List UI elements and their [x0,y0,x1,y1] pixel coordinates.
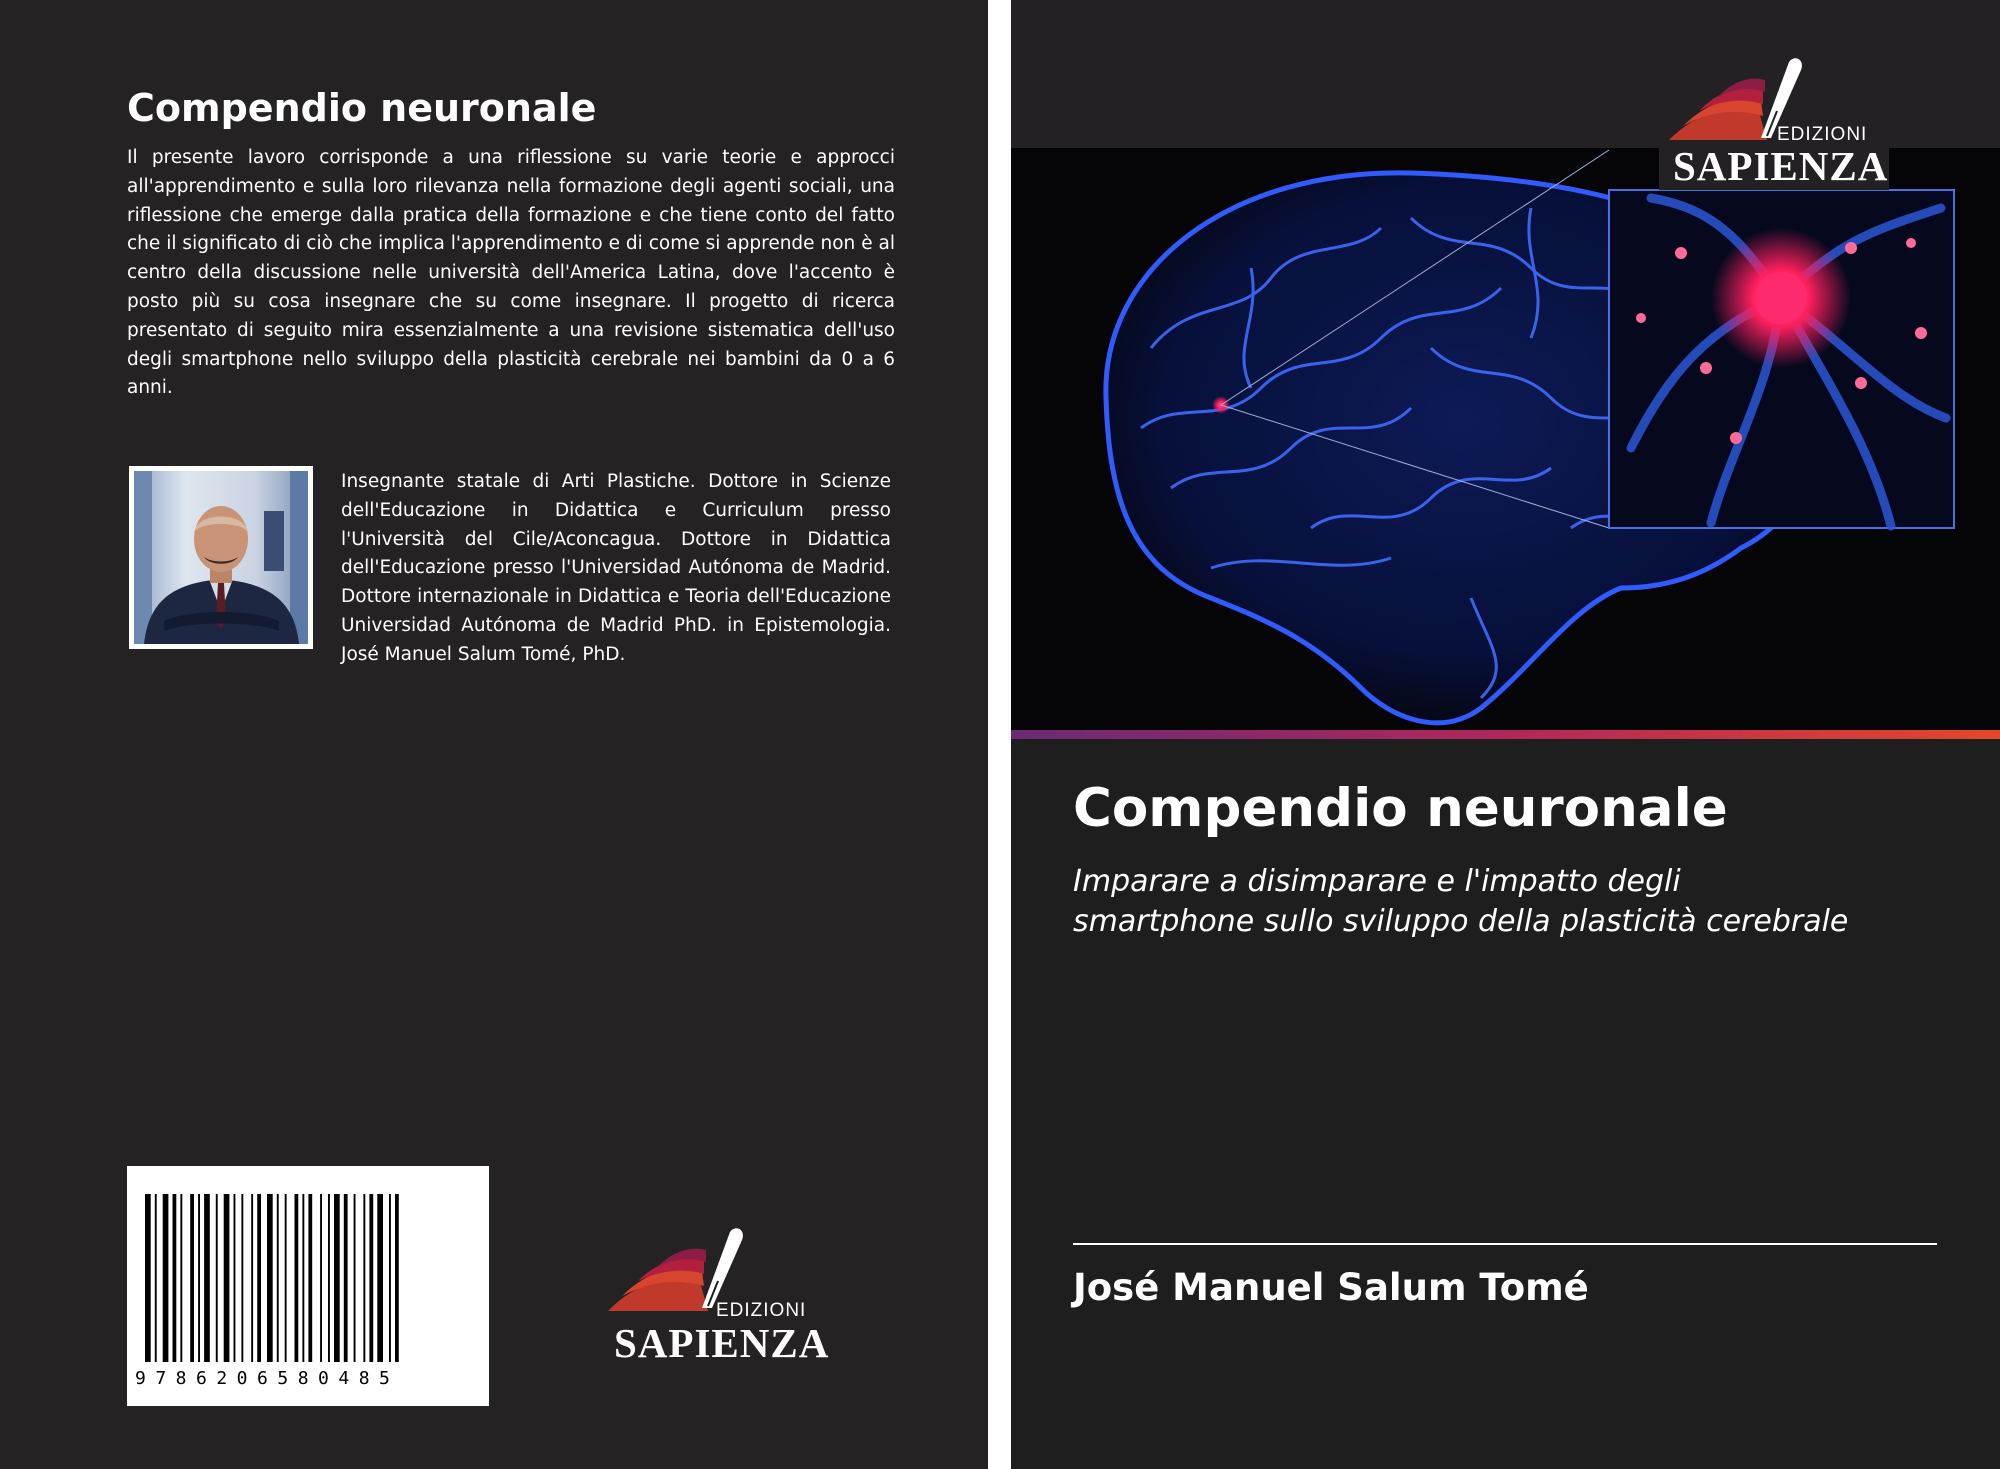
subtitle-line-1: Imparare a disimparare e l'impatto degli [1073,864,1681,899]
author-photo [129,466,313,649]
back-cover-title: Compendio neuronale [127,86,597,130]
brain-neuron-image [1011,148,2000,730]
front-cover-title: Compendio neuronale [1073,778,1728,839]
author-portrait-image [134,471,308,644]
author-divider [1073,1243,1937,1245]
brain-illustration [1011,148,2000,730]
front-cover [1011,0,2000,1469]
publisher-name: SAPIENZA [1673,143,1889,189]
subtitle-line-2: smartphone sullo sviluppo della plasticità cerebrale [1073,904,1849,939]
isbn-number: 9786206580485 [135,1368,400,1389]
accent-bar [1011,730,2000,739]
front-cover-subtitle [1073,862,1933,942]
publisher-edizioni: EDIZIONI [716,1300,807,1321]
front-cover-author: José Manuel Salum Tomé [1073,1266,1589,1309]
back-cover-abstract: Il presente lavoro corrisponde a una riflessione su varie teorie e approcci all'apprendimento e sulla loro rilevanza nella formazione degli agenti sociali, una riflessione che emerge dalla pratica della formazione e che tiene conto del fatto che il significato di ciò che implica l'apprendimento e di come si apprende non è al centro della discussione nelle università dell'America Latina, dove l'accento è posto più su cosa insegnare che su come insegnare. Il progetto di ricerca presentato di seguito mira essenzialmente a una revisione sistematica dell'uso degli smartphone nello sviluppo della plasticità cerebrale nei bambini da 0 a 6 anni. [127,147,895,399]
publisher-edizioni: EDIZIONI [1777,124,1868,145]
publisher-name: SAPIENZA [614,1320,830,1366]
publisher-logo-front [1659,56,1889,190]
author-bio: Insegnante statale di Arti Plastiche. Dottore in Scienze dell'Educazione in Didattica e Curriculum presso l'Università del Cile/Aconcagua. Dottore in Didattica dell'Educazione presso l'Universidad Autónoma de Madrid. Dottore internazionale in Didattica e Teoria dell'Educazione Universidad Autónoma de Madrid PhD. in Epistemologia. José Manuel Salum Tomé, PhD. [341,471,891,665]
publisher-logo-back [604,1226,830,1366]
back-cover [0,0,988,1469]
